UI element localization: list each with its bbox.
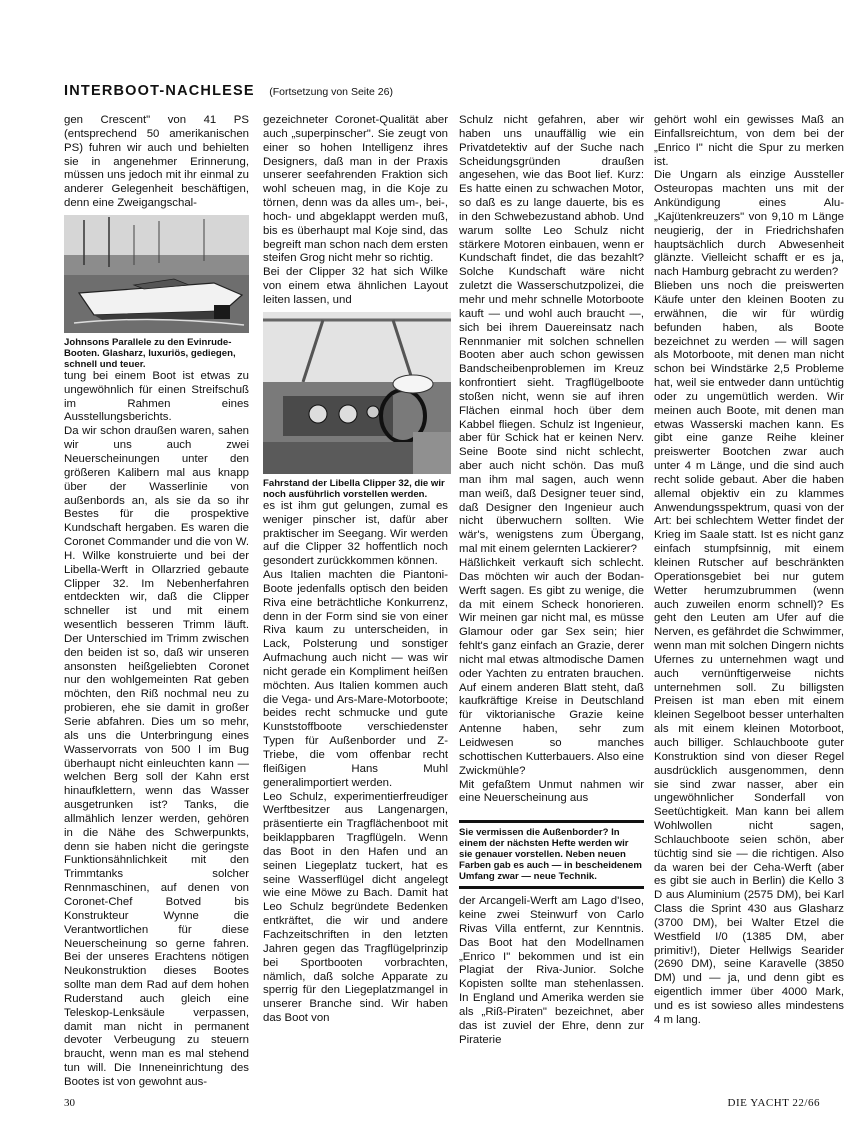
article-subtitle: (Fortsetzung von Seite 26) [269, 86, 393, 98]
paragraph: Aus Italien machten die Piantoni-Boote jedenfalls optisch den beiden Riva eine beträchtliche Konkurrenz, denn in der Form sind sie von einer Riva kaum zu unterscheiden, in Lack, Polsterung und sonstiger Aufmachung auch nicht — was wir nicht gerade ein Kompliment heißen möchten. Aus Italien kommen auch die Vega- und Ars-Mare-Motorboote; beides recht schmucke und gute Kunststoffboote verschiedenster Typen für Außenborder und Z-Triebe, die vom offenbar recht fleißigen Hans Muhl generalimportiert werden. [263, 569, 448, 789]
column-3 [459, 114, 644, 1047]
article-title: INTERBOOT-NACHLESE [64, 83, 255, 99]
paragraph: Bei der Clipper 32 hat sich Wilke von einem etwa ähnlichen Layout leiten lassen, und [263, 266, 448, 306]
paragraph: Die Ungarn als einzige Aussteller Osteuropas machten uns mit der Ankündigung eines Alu-„Kajütenkreuzers" von 9,10 m Länge neugierig, der in Friedrichshafen hauptsächlich durch Abwesenheit glänzte. Vielleicht schafft er es ja, nach Hamburg gebracht zu werden? [654, 169, 844, 279]
magazine-issue: DIE YACHT 22/66 [727, 1097, 820, 1109]
article-header [64, 82, 393, 100]
speedboat-photo [64, 215, 249, 333]
paragraph: Leo Schulz, experimentierfreudiger Werftbesitzer aus Langenargen, präsentierte ein Tragflächenboot mit beiklappbaren Tragflügeln. Wenn das Boot in den Hafen und an seinen Liegeplatz tuckert, hat es seine Wasserflügel dicht angelegt wie eine Möwe zu Bach. Damit hat Leo Schulz begründete Bedenken entkräftet, die wir und andere Fachzeitschriften in den letzten Jahren gegen das Tragflügelprinzip bei Sportbooten vorbrachten, nämlich, daß solche Apparate zu sperrig für den Liegeplatzmangel in unserer Branche sind. Wir haben das Boot von [263, 790, 448, 1025]
paragraph: tung bei einem Boot ist etwas zu ungewöhnlich für einen Streifschuß im Rahmen eines Ausstellungsberichts. [64, 369, 249, 424]
photo-caption: Fahrstand der Libella Clipper 32, die wir noch ausführlich vorstellen werden. [263, 477, 445, 500]
helm-illustration [263, 312, 451, 474]
paragraph: gen Crescent" von 41 PS (entsprechend 50 amerikanischen PS) fuhren wir auch und behielten sie in angenehmer Erinnerung, müssen uns jedoch mit ihr einmal zu anderer Gelegenheit beschäftigen, denn eine Zweigangschal- [64, 114, 249, 210]
paragraph: Da wir schon draußen waren, sahen wir uns auch zwei Neuerscheinungen unter den größeren Kalibern mal aus knapp über der Wasserlinie von außenbords an, als sie da so ihr Bestes für die prospektive Kundschaft hergaben. Es waren die Coronet Commander und die von W. H. Wilke konstruierte und bei der Libella-Werft in Ollarzried gebaute Clipper 32. Im Nebenherfahren entdeckten wir, daß die Clipper schneller ist und mit einem wesentlich besseren Trimm läuft. Der Unterschied im Trimm zwischen den beiden ist so, daß wir unseren ansonsten heißgeliebten Coronet nur den wohlgemeinten Rat geben möchten, den Riß nochmal neu zu probieren, ehe sie damit in großer Serie abfahren. Dies um so mehr, als uns die Unterbringung eines Wasservorrats von 500 l im Bug überhaupt nicht einleuchten kann — welchen Berg soll der Kahn erst hinaufklettern, wenn das Wasser ausgetrunken ist? Tanks, die allmählich lenzer werden, gehören in die Nähe des Schwerpunkts, denn sie haben nicht die geringste Funktionsähnlichkeit mit den Trimmtanks solcher Rennmaschinen, auf denen von Coronet-Chef Botved bis Konstrukteur Wynne die Verantwortlichen für diese Neuerscheinung so gerne fahren. Bei der unseres Erachtens nötigen Neukonstruktion dieses Bootes sollte man dem Rad auf dem hohen Ruderstand auch gleich eine Teleskop-Lenksäule verpassen, damit man nicht in permanent devoter Verbeugung zu steuern braucht, wenn man es mal stehend tun will. Die Inneneinrichtung des Bootes ist von gewohnt aus- [64, 425, 249, 1088]
paragraph: der Arcangeli-Werft am Lago d'Iseo, keine zwei Steinwurf von Carlo Rivas Villa entfernt, zur Kenntnis. Das Boot hat den Modellnamen „Enrico I" bekommen und ist ein Plagiat der Riva-Junior. Solche Kopisten sollte man stehenlassen. In England und Amerika werden sie als „Riß-Piraten" bezeichnet, aber das ist zuviel der Ehre, denn zur Piraterie [459, 895, 644, 1046]
page-number: 30 [64, 1097, 75, 1109]
column-4 [654, 114, 844, 1028]
paragraph: Mit gefaßtem Unmut nahmen wir eine Neuerscheinung aus [459, 778, 644, 805]
paragraph: Blieben uns noch die preiswerten Käufe unter den kleinen Booten zu erwähnen, die wir für würdig befunden haben, als Boote bezeichnet zu werden — will sagen als Motorboote, mit denen man nicht schon bei Windstärke 2,5 Probleme hat, weil sie entweder dann untüchtig oder zu ungemütlich werden. Wir meinen auch Boote, mit denen man etwas Wasserski machen kann. Es gibt eine ganze Reihe kleiner preiswerter Bootchen zwar auch unter 4 m Länge, und die sind auch recht solide gebaut. Aber die haben allemal objektiv ein zu klammes Anwendungsspektrum, quasi von der Art: bei schlechtem Wetter findet der Krieg im Saale statt. Ist es nicht ganz einfach stumpfsinnig, mit einem kleinen Rutscher auf beschränkten Operationsgebiet bei nur gutem Wetter herumzubrummen (wenn auch zuweilen enorm schnell)? Es geht den Leuten am Ufer auf die Nerven, es gefährdet die Schwimmer, wenn man mit solchen Dingern nichts Ufernes zu unternehmen wagt und auch vernünftigerweise nichts unternehmen soll. Zu billigsten Preisen ist man eben mit einem kleinen Segelboot besser unterhalten als mit einem kleinen Motorboot, auch billiger. Schlauchboote guter Konstruktion sind von dieser Regel ausdrücklich ausgenommen, denn sie sind zwar nasser, aber ein ungewöhnlicher Sonderfall von Seetüchtigkeit. Man kann bei allem Wohlwollen nicht sagen, Schlauchboote seien schön, aber tüchtig sind sie — die richtigen. Also da waren bei der Ceha-Werft (aber es gibt sie auch in Berlin) die Kello 3 D aus Aluminium (2575 DM), bei Karl Class die Sprint 430 aus Glasharz (3700 DM), bei Walter Etzel die Westfield I/0 (1385 DM, aber primitiv!), Dieter Hellwigs Searider (2690 DM), seine Karavelle (3850 DM) und — ja, und denn gibt es eigentlich immer über 4000 Mark, und es ist sowieso alles mindestens 4 m lang. [654, 280, 844, 1026]
paragraph: Häßlichkeit verkauft sich schlecht. Das möchten wir auch der Bodan-Werft sagen. Es gibt zu wenige, die da mit einem Scheck honorieren. Wir meinen gar nicht mal, es müsse Glamour oder gar Sex sein; hier fehlt's ganz einfach an Grazie, derer nicht mal etwas altmodische Damen oder Yachten zu entraten brauchen. Auf einem anderen Blatt steht, daß kaufkräftige Kreise in Deutschland für viktorianische Grazie keine Antenne haben, sehr zum Leidwesen so manches schottischen Kutterbauers. Also eine Zwickmühle? [459, 557, 644, 777]
speedboat-illustration [64, 215, 249, 333]
helm-station-photo [263, 312, 451, 474]
info-box: Sie vermissen die Außenborder? In einem der nächsten Hefte werden wir sie genauer vorstellen. Neben neuen Farben gab es auch — in bescheidenem Umfang zwar — neue Technik. [459, 820, 644, 889]
paragraph: es ist ihm gut gelungen, zumal es weniger pinscher ist, dafür aber praktischer im Seegang. Wir werden auf die Clipper 32 hoffentlich noch gesondert zurückkommen können. [263, 499, 448, 568]
column-2 [263, 114, 448, 1026]
paragraph: gezeichneter Coronet-Qualität aber auch „superpinscher". Sie zeugt von einer so hohen Intelligenz ihres Designers, daß man in der Praxis unserer seefahrenden Fraktion sich wohl scheuen mag, in die Koje zu törnen, denn was da alles um-, bei-, hoch- und abgeklappt werden muß, bis es überhaupt mal Koje sind, das begreift man schon nach dem ersten steifen Grog nicht mehr so richtig. [263, 114, 448, 265]
paragraph: Schulz nicht gefahren, aber wir haben uns unauffällig wie ein Privatdetektiv auf der Suche nach Scheidungsgründen draußen angesehen, wie das Boot lief. Kurz: Es hatte einen zu schwachen Motor, so daß es zu lange dauerte, bis es in den Schwebezustand abhob. Und warum sollte Leo Schulz nicht stärkere Motoren einbauen, wenn er Kundschaft findet, die das bezahlt? Solche Kundschaft wäre nicht zuletzt die Wasserschutzpolizei, die mehr und mehr schnelle Motorboote kauft — und wohl auch braucht —, sich bei ihrem Dauereinsatz nach Rennmanier mit solchen schnellen Booten aber auch schon gewissen Bandscheibenproblemen im Kreuz konfrontiert sieht. Tragflügelboote stoßen nicht, wenn sie auf ihren Flächen einmal hoch über dem Kabbel fliegen. Schulz ist Ingenieur, aber für Schick hat er keinen Nerv. Seine Boote sind nicht schlecht, aber auch nicht schön. Das muß man ihm mal sagen, auch wenn man weiß, daß Designer teuer sind, daß Designer den Ingenieur auch nicht überwuchern sollten. Wie wär's, wenigstens zum Übergang, mal mit einem gelernten Lackierer? [459, 114, 644, 556]
paragraph: gehört wohl ein gewisses Maß an Einfallsreichtum, von dem bei der „Enrico I" nicht die Spur zu merken ist. [654, 114, 844, 168]
column-1 [64, 114, 249, 1090]
photo-caption: Johnsons Parallele zu den Evinrude-Booten. Glasharz, luxuriös, gediegen, schnell und teuer. [64, 336, 236, 370]
